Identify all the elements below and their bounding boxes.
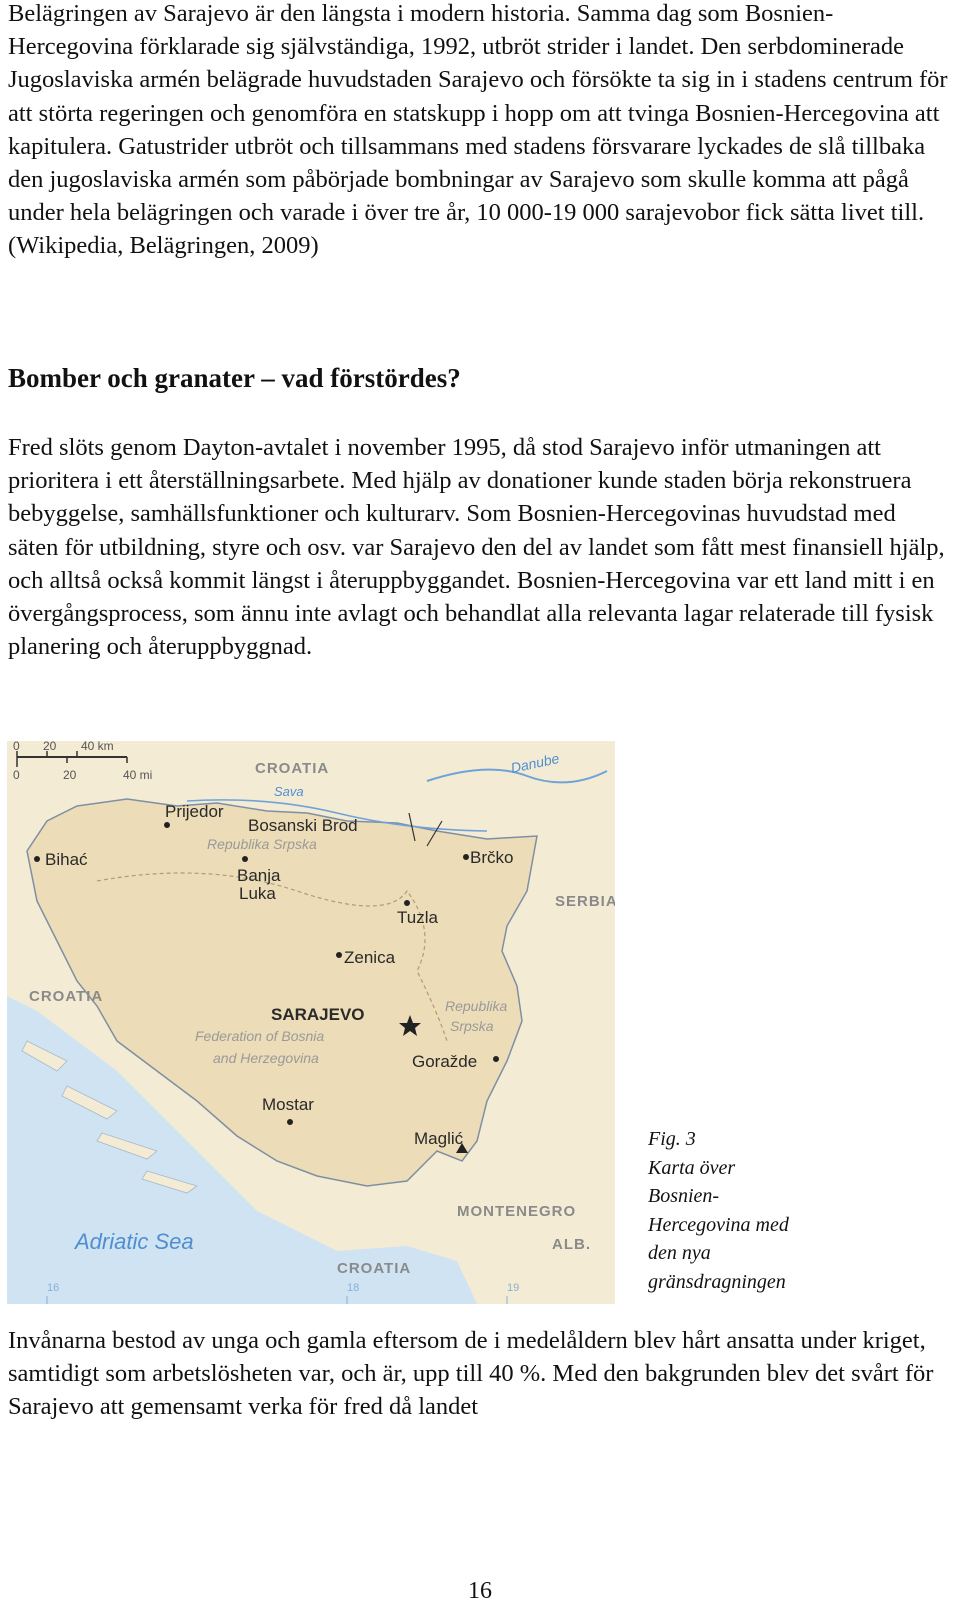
label-brcko: Brčko <box>470 848 514 867</box>
dayton-paragraph: Fred slöts genom Dayton-avtalet i november 1995, då stod Sarajevo inför utmaningen att prioritera i ett återställningsarbete. Med hjälp av donationer kunde staden börja rekonstruera bebyggelse, samhällsfunktioner och kulturarv. Som Bosnien-Hercegovinas huvudstad med säten för utbildning, styre och osv. var Sarajevo den del av landet som fått mest finansiell hjälp, och alltså också kommit längst i återuppbyggandet. Bosnien-Hercegovina var ett land mitt i en övergångsprocess, som ännu inte avlagt och behandlat alla relevanta lagar relaterade till fysisk planering och återuppbyggnad. <box>8 434 945 661</box>
dot-brcko <box>463 854 469 860</box>
bosnia-map <box>7 741 615 1304</box>
label-sarajevo: SARAJEVO <box>271 1005 365 1024</box>
dot-tuzla <box>404 900 410 906</box>
label-bihac: Bihać <box>45 850 88 869</box>
caption-line: den nya <box>648 1242 711 1264</box>
scale-km-20: 20 <box>43 741 57 753</box>
label-bosanski-brod: Bosanski Brod <box>248 816 358 835</box>
label-montenegro: MONTENEGRO <box>457 1203 577 1220</box>
caption-line: gränsdragningen <box>648 1270 786 1293</box>
dot-mostar <box>287 1119 293 1125</box>
figure-caption <box>648 1125 848 1296</box>
label-luka: Luka <box>239 884 276 903</box>
label-banja: Banja <box>237 866 281 885</box>
population-paragraph: Invånarna bestod av unga och gamla eftersom de i medelåldern blev hårt ansatta under kriget, samtidigt som arbetslösheten var, och är, upp till 40 %. Med den bakgrunden blev det svårt för Sarajevo att gemensamt verka för fred då landet <box>8 1327 934 1421</box>
scale-mi-20: 20 <box>63 768 77 782</box>
scale-mi-0: 0 <box>13 768 20 782</box>
label-tuzla: Tuzla <box>397 908 438 927</box>
label-maglic: Maglić <box>414 1129 464 1148</box>
label-adriatic-sea: Adriatic Sea <box>75 1229 194 1254</box>
grid-label-16: 16 <box>47 1282 60 1294</box>
caption-line: Bosnien- <box>648 1185 720 1207</box>
label-albania: ALB. <box>552 1236 591 1253</box>
label-croatia-south: CROATIA <box>337 1260 412 1277</box>
caption-line: Hercegovina med <box>648 1213 789 1236</box>
grid-label-19: 19 <box>507 1282 520 1294</box>
caption-line: Fig. 3 <box>648 1128 696 1150</box>
label-croatia-west: CROATIA <box>29 988 104 1005</box>
label-prijedor: Prijedor <box>165 802 224 821</box>
label-republika-srpska-east-2: Srpska <box>450 1018 494 1034</box>
label-danube: Danube <box>509 750 561 776</box>
grid-label-18: 18 <box>347 1282 360 1294</box>
label-republika-srpska-north: Republika Srpska <box>207 836 317 852</box>
label-federation-2: and Herzegovina <box>213 1050 319 1066</box>
section-heading: Bomber och granater – vad förstördes? <box>8 363 461 393</box>
scale-km-0: 0 <box>13 741 20 753</box>
label-croatia-north: CROATIA <box>255 760 330 777</box>
label-gorazde: Goražde <box>412 1052 478 1071</box>
label-mostar: Mostar <box>262 1095 314 1114</box>
label-sava: Sava <box>274 784 304 799</box>
dot-banja-luka <box>242 856 248 862</box>
scale-mi-40: 40 mi <box>123 768 153 782</box>
scale-km-40: 40 km <box>81 741 114 753</box>
dot-gorazde <box>493 1056 499 1062</box>
dot-prijedor <box>164 822 170 828</box>
dot-bihac <box>34 856 40 862</box>
label-federation-1: Federation of Bosnia <box>195 1028 325 1044</box>
page-number: 16 <box>468 1578 492 1604</box>
label-republika-srpska-east-1: Republika <box>445 998 508 1014</box>
caption-line: Karta över <box>648 1156 736 1179</box>
dot-zenica <box>336 952 342 958</box>
label-zenica: Zenica <box>344 948 396 967</box>
label-serbia: SERBIA <box>555 893 615 910</box>
intro-paragraph: Belägringen av Sarajevo är den längsta i modern historia. Samma dag som Bosnien-Hercegovina förklarade sig självständiga, 1992, utbröt strider i landet. Den serbdominerade Jugoslaviska armén belägrade huvudstaden Sarajevo och försökte ta sig in i stadens centrum för att störta regeringen och genomföra en statskupp i hopp om att tvinga Bosnien-Hercegovina att kapitulera. Gatustrider utbröt och tillsammans med stadens försvarare lyckades de slå tillbaka den jugoslaviska armén som påbörjade bombningar av Sarajevo som skulle komma att pågå under hela belägringen och varade i över tre år, 10 000-19 000 sarajevobor fick sätta livet till. (Wikipedia, Belägringen, 2009) <box>8 0 948 260</box>
